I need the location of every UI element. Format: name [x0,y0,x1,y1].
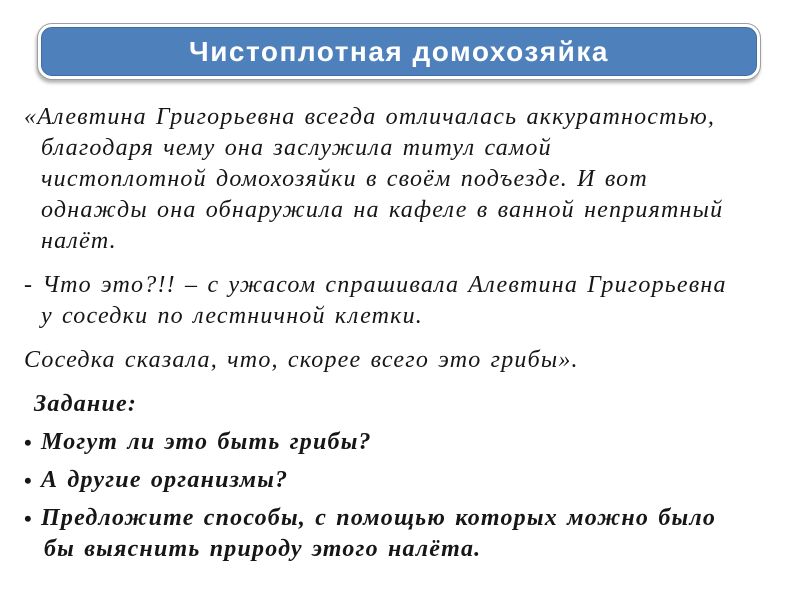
title-banner [37,23,761,80]
story-text [24,102,780,376]
bullet-marker-icon: • [24,506,33,531]
story-paragraph [24,345,780,376]
bullet-line: Могут ли это быть грибы? [41,429,372,455]
bullet-line: Предложите способы, с помощью которых можно было [41,505,717,531]
story-line: «Алевтина Григорьевна всегда отличалась аккуратностью, [24,104,716,130]
bullet-text [41,427,372,458]
bullet-text [41,503,716,565]
title-banner-fill [41,27,757,76]
slide-title: Чистоплотная домохозяйка [189,35,609,67]
task-bullets [24,427,780,565]
bullet-marker-icon: • [24,430,33,455]
story-line: однажды она обнаружила на кафеле в ванной неприятный [41,197,724,223]
bullet-text [41,465,288,496]
bullet-item [24,503,780,565]
bullet-line: А другие организмы? [41,467,289,493]
bullet-item [24,427,780,458]
bullet-marker-icon: • [24,468,33,493]
story-line: благодаря чему она заслужила титул самой [41,135,552,161]
story-line: налёт. [41,228,117,254]
task-heading: Задание: [34,391,138,417]
story-line: у соседки по лестничной клетки. [41,303,423,329]
story-line: - Что это?!! – с ужасом спрашивала Алевтина Григорьевна [24,272,727,298]
story-line: Соседка сказала, что, скорее всего это грибы». [24,347,579,373]
slide-body [24,102,780,565]
story-paragraph [24,102,780,257]
story-paragraph [24,270,780,332]
bullet-item [24,465,780,496]
story-line: чистоплотной домохозяйки в своём подъезде. И вот [41,166,648,192]
bullet-line: бы выяснить природу этого налёта. [44,536,482,562]
